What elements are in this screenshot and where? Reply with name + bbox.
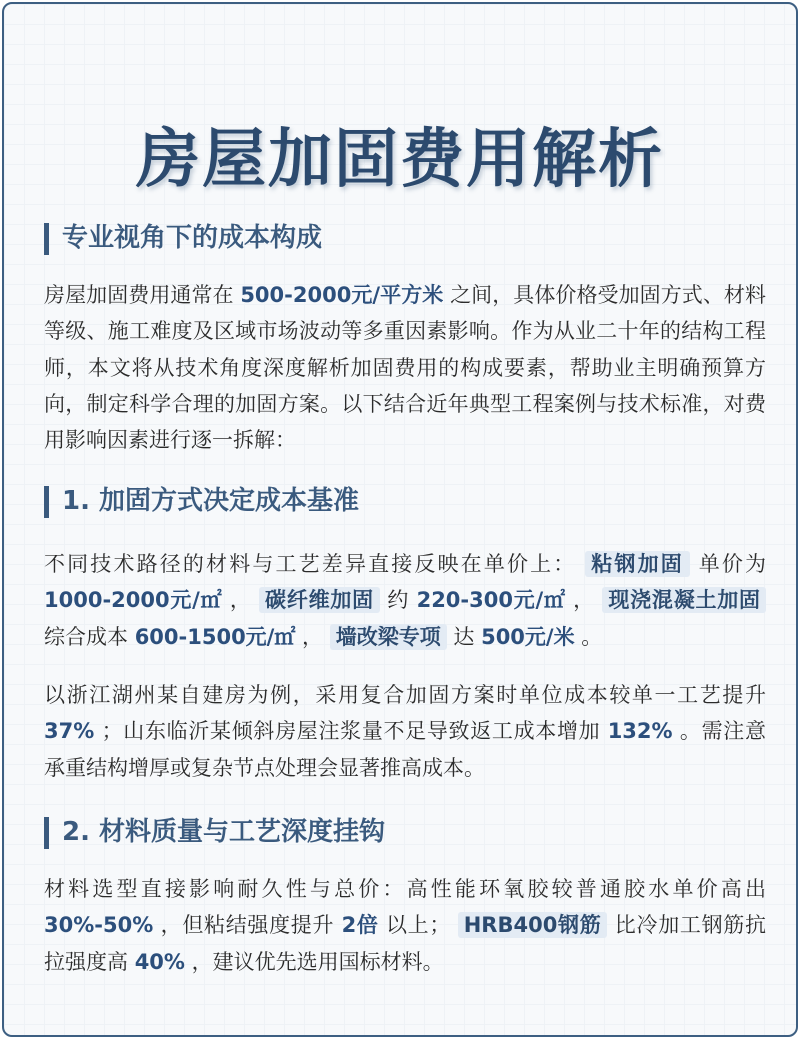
page-title: 房屋加固费用解析: [136, 123, 664, 197]
section-heading: 2. 材料质量与工艺深度挂钩: [44, 815, 385, 849]
highlighted-term: HRB400钢筋: [458, 912, 608, 938]
highlighted-value: 2倍: [341, 913, 379, 938]
text-run: 单价为: [689, 552, 766, 576]
highlighted-value: 1000-2000元/㎡: [44, 588, 223, 613]
highlighted-value: 220-300元/㎡: [416, 588, 566, 613]
paragraph: [44, 871, 766, 980]
section-heading: 1. 加固方式决定成本基准: [44, 484, 359, 518]
highlighted-term: 碳纤维加固: [259, 587, 380, 613]
highlighted-term: 现浇混凝土加固: [602, 587, 766, 613]
highlighted-value: 500-2000元/平方米: [240, 283, 444, 307]
text-run: 。: [574, 624, 603, 649]
text-run: 。需注意承重结构增厚或复杂节点处理会显著推高成本。: [44, 719, 766, 780]
text-run: ，: [222, 588, 260, 613]
text-run: 比冷加工钢筋抗拉强度高: [44, 913, 766, 974]
highlighted-value: 37%: [44, 719, 95, 744]
text-run: ，: [295, 624, 330, 649]
highlighted-value: 500元/米: [481, 624, 575, 649]
text-run: 以浙江湖州某自建房为例，采用复合加固方案时单位成本较单一工艺提升: [44, 683, 766, 707]
text-run: 约: [379, 588, 417, 613]
highlighted-value: 600-1500元/㎡: [134, 624, 296, 649]
text-run: ，但粘结强度提升: [153, 913, 342, 938]
text-run: ；山东临沂某倾斜房屋注浆量不足导致返工成本增加: [94, 719, 608, 744]
paragraph: [44, 546, 766, 655]
paragraph: [44, 677, 766, 786]
text-run: 材料选型直接影响耐久性与总价：高性能环氧胶较普通胶水单价高出: [44, 877, 766, 901]
text-run: 综合成本: [44, 624, 135, 649]
highlighted-term: 粘钢加固: [585, 551, 690, 577]
highlighted-term: 墙改梁专项: [330, 624, 447, 650]
highlighted-value: 30%-50%: [44, 913, 154, 938]
text-run: 以上；: [378, 913, 458, 938]
text-run: ，: [565, 588, 603, 613]
highlighted-value: 132%: [607, 719, 673, 744]
section-heading: 专业视角下的成本构成: [44, 221, 322, 255]
text-run: ，建议优先选用国标材料。: [184, 949, 444, 974]
highlighted-value: 40%: [134, 949, 185, 974]
page-frame: [2, 2, 798, 1037]
text-run: 房屋加固费用通常在: [44, 283, 241, 307]
text-run: 之间，具体价格受加固方式、材料等级、施工难度及区域市场波动等多重因素影响。作为从业二十年的结构工程师，本文将从技术角度深度解析加固费用的构成要素，帮助业主明确预算方向，制定科学合理的加固方案。以下结合近年典型工程案例与技术标准，对费用影响因素进行逐一拆解：: [44, 283, 766, 453]
paragraph: [44, 277, 766, 458]
text-run: 达: [446, 624, 482, 649]
text-run: 不同技术路径的材料与工艺差异直接反映在单价上：: [44, 552, 586, 576]
